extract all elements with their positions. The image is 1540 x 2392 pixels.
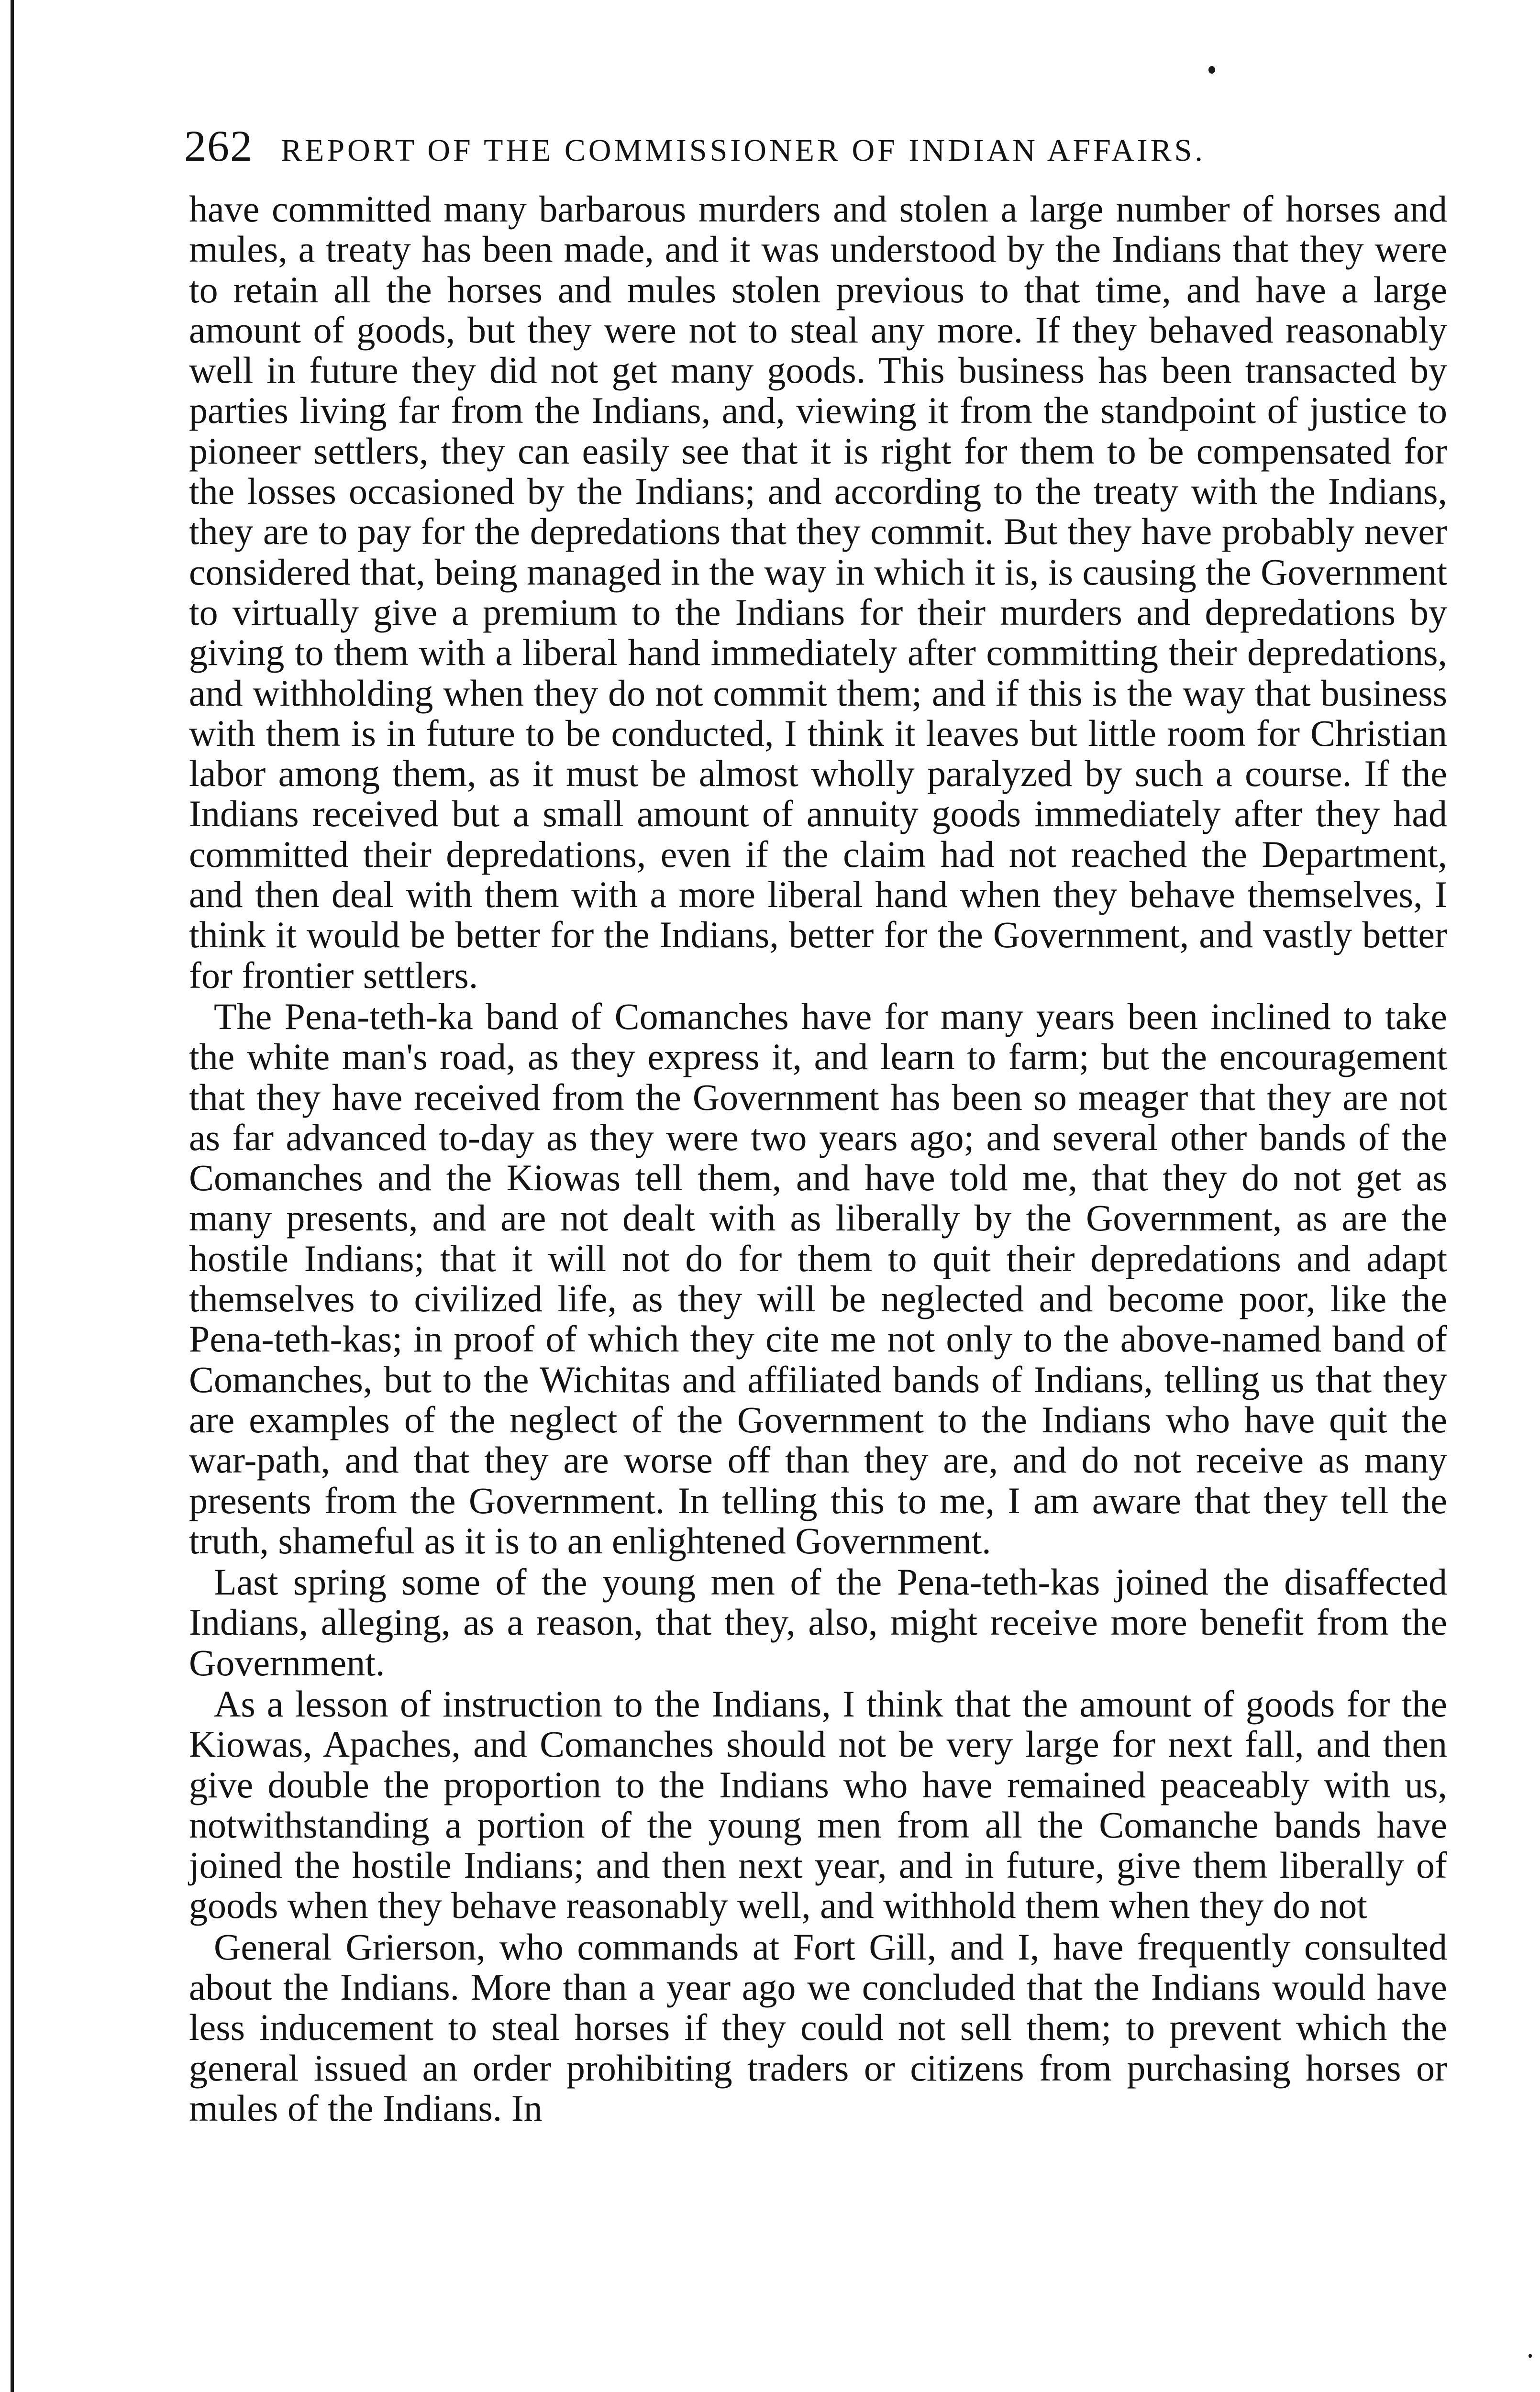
scan-edge-left xyxy=(11,0,14,2392)
page-number: 262 xyxy=(184,122,253,170)
ink-speck xyxy=(1208,66,1215,74)
paragraph: Last spring some of the young men of the Pena-teth-kas joined the disaffected Indians, alleging, as a reason, that they, also, might receive more benefit from the Government. xyxy=(189,1561,1447,1683)
paragraph: have committed many barbarous murders and stolen a large number of horses and mules, a treaty has been made, and it was understood by the Indians that they were to retain all the horses and mules stolen previous to that time, and have a large amount of goods, but they were not to steal any more. If they behaved reasonably well in future they did not get many goods. This business has been transacted by parties living far from the Indians, and, viewing it from the standpoint of justice to pioneer settlers, they can easily see that it is right for them to be compensated for the losses occasioned by the Indians; and according to the treaty with the Indians, they are to pay for the depredations that they commit. But they have probably never considered that, being managed in the way in which it is, is causing the Government to virtually give a premium to the Indians for their murders and depredations by giving to them with a liberal hand immediately after committing their depredations, and withholding when they do not commit them; and if this is the way that business with them is in future to be conducted, I think it leaves but little room for Christian labor among them, as it must be almost wholly paralyzed by such a course. If the Indians received but a small amount of annuity goods immediately after they had committed their depredations, even if the claim had not reached the Department, and then deal with them with a more liberal hand when they behave themselves, I think it would be better for the Indians, better for the Government, and vastly better for frontier settlers. xyxy=(189,188,1447,996)
ink-speck xyxy=(1529,2354,1532,2358)
page-header xyxy=(184,121,1342,173)
paragraph: As a lesson of instruction to the Indians, I think that the amount of goods for the Kiowas, Apaches, and Comanches should not be very large for next fall, and then give double the proportion to the Indians who have remained peaceably with us, notwithstanding a portion of the young men from all the Comanche bands have joined the hostile Indians; and then next year, and in future, give them liberally of goods when they behave reasonably well, and withhold them when they do not xyxy=(189,1683,1447,1927)
body-text xyxy=(189,189,1447,2128)
running-head: REPORT OF THE COMMISSIONER OF INDIAN AFFAIRS. xyxy=(281,133,1206,168)
paragraph: General Grierson, who commands at Fort Gill, and I, have frequently consulted about the Indians. More than a year ago we concluded that the Indians would have less inducement to steal horses if they could not sell them; to prevent which the general issued an order prohibiting traders or citizens from purchasing horses or mules of the Indians. In xyxy=(189,1926,1447,2129)
paragraph: The Pena-teth-ka band of Comanches have for many years been inclined to take the white man's road, as they express it, and learn to farm; but the encouragement that they have received from the Government has been so meager that they are not as far advanced to-day as they were two years ago; and several other bands of the Comanches and the Kiowas tell them, and have told me, that they do not get as many presents, and are not dealt with as liberally by the Government, as are the hostile Indians; that it will not do for them to quit their depredations and adapt themselves to civilized life, as they will be neglected and become poor, like the Pena-teth-kas; in proof of which they cite me not only to the above-named band of Comanches, but to the Wichitas and affiliated bands of Indians, telling us that they are examples of the neglect of the Government to the Indians who have quit the war-path, and that they are worse off than they are, and do not receive as many presents from the Government. In telling this to me, I am aware that they tell the truth, shameful as it is to an enlightened Government. xyxy=(189,995,1447,1561)
